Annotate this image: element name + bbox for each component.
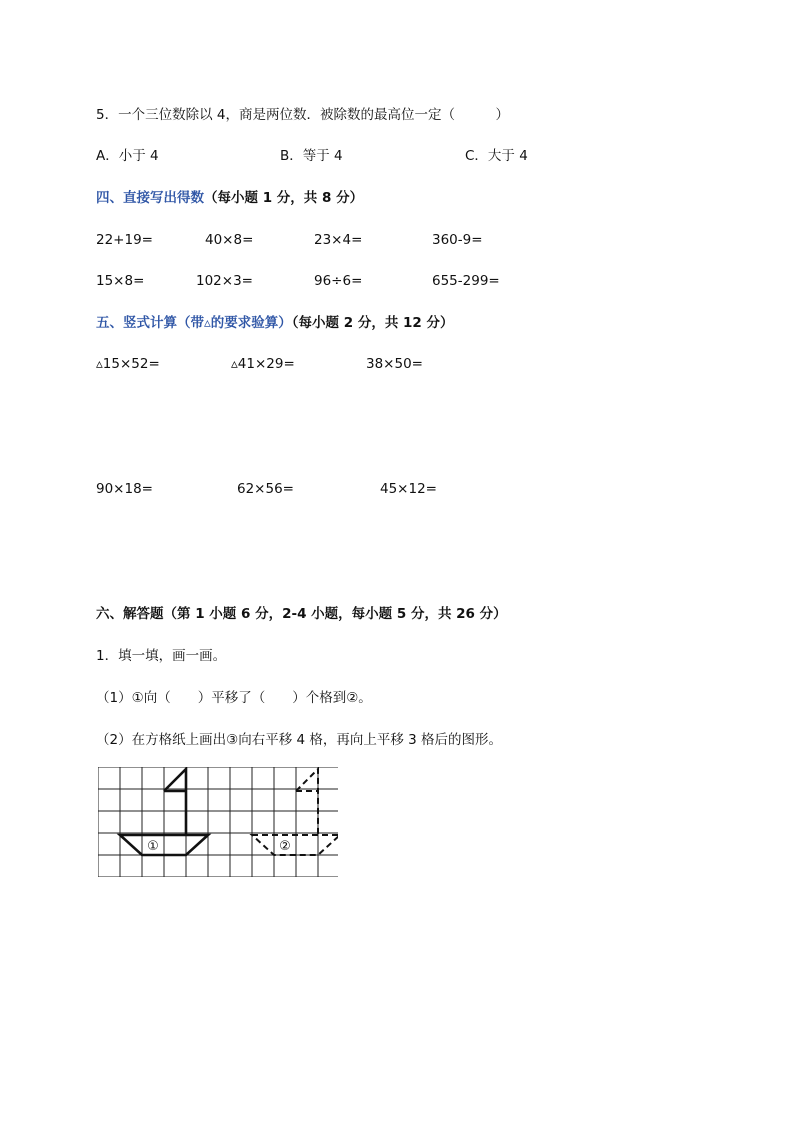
translation-grid-figure [98, 767, 338, 877]
section-4-heading [96, 189, 363, 207]
section-5-heading [96, 314, 454, 332]
option-c: C．大于 4 [465, 148, 528, 164]
calc-item: 655-299= [432, 273, 500, 289]
section-5-score: （每小题 2 分，共 12 分） [291, 315, 454, 331]
option-a: A．小于 4 [96, 148, 159, 164]
vertical-calc-item: 90×18= [96, 481, 153, 497]
calc-item: 15×8= [96, 273, 145, 289]
vertical-calc-item: 45×12= [380, 481, 437, 497]
shape-2-label: ② [279, 839, 291, 854]
section-4-score: （每小题 1 分，共 8 分） [204, 190, 364, 206]
shape-2-hull [252, 835, 338, 855]
section-4-title: 四、直接写出得数 [96, 190, 204, 206]
vertical-calc-item: 38×50= [366, 356, 423, 372]
shape-2-boat [252, 769, 338, 855]
calc-item: 23×4= [314, 232, 363, 248]
question-6-1-part-2: （2）在方格纸上画出③向右平移 4 格，再向上平移 3 格后的图形。 [96, 732, 503, 748]
vertical-calc-item: ▵15×52= [96, 356, 160, 372]
calc-item: 40×8= [205, 232, 254, 248]
shape-2-sail [296, 769, 318, 835]
calc-item: 96÷6= [314, 273, 363, 289]
question-6-1: 1．填一填，画一画。 [96, 648, 227, 664]
calc-item: 360-9= [432, 232, 483, 248]
question-6-1-part-1: （1）①向（ ）平移了（ ）个格到②。 [96, 690, 372, 706]
question-5-stem: 5．一个三位数除以 4，商是两位数．被除数的最高位一定（ ） [96, 107, 509, 123]
section-6-heading: 六、解答题（第 1 小题 6 分，2-4 小题，每小题 5 分，共 26 分） [96, 606, 507, 622]
calc-item: 102×3= [196, 273, 253, 289]
calc-item: 22+19= [96, 232, 153, 248]
option-b: B．等于 4 [280, 148, 343, 164]
shape-1-label: ① [147, 839, 159, 854]
grid-lines [98, 767, 338, 877]
vertical-calc-item: ▵41×29= [231, 356, 295, 372]
section-5-title: 五、竖式计算（带▵的要求验算） [96, 315, 292, 331]
grid-svg [98, 767, 338, 877]
vertical-calc-item: 62×56= [237, 481, 294, 497]
shape-1-sail [164, 769, 186, 835]
